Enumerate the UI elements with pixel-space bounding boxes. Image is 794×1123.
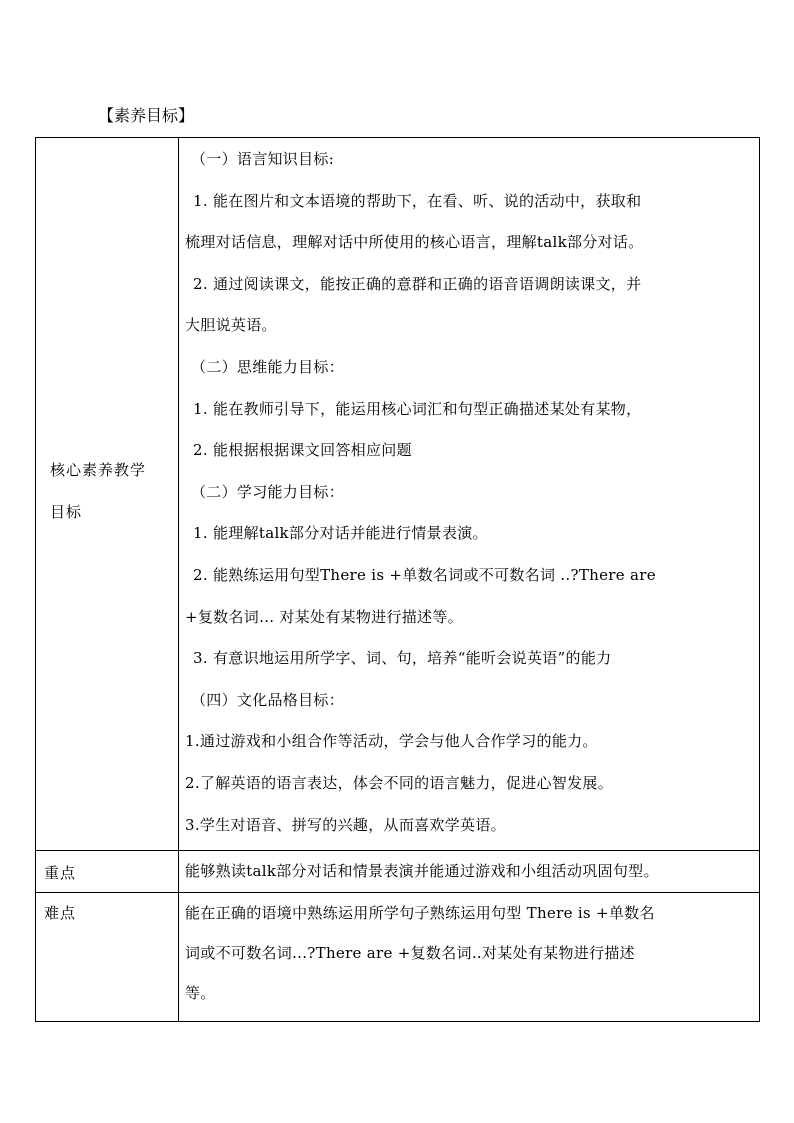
difficulty-text: 词或不可数名词...?There are +复数名词..对某处有某物进行描述	[185, 944, 635, 963]
section-title: 【素养目标】	[98, 106, 195, 125]
table-row-core-goals	[36, 138, 760, 851]
table-row-key-points	[36, 851, 760, 893]
goal-item: 2. 能根据根据课文回答相应问题	[193, 441, 412, 460]
row-label-difficulties: 难点	[44, 904, 77, 923]
row-label-line-2: 目标	[50, 503, 83, 521]
row-label-core-goals	[36, 449, 152, 533]
goal-item: 1.通过游戏和小组合作等活动，学会与他人合作学习的能力。	[185, 732, 598, 751]
row-label-cell	[36, 893, 179, 1022]
goal-item: 1. 能在教师引导下，能运用核心词汇和句型正确描述某处有某物，	[193, 399, 642, 418]
goal-heading-culture: （四）文化品格目标：	[191, 690, 345, 709]
row-label-key-points: 重点	[44, 864, 77, 883]
difficulties-content	[179, 893, 759, 1017]
goal-item: 3.学生对语音、拼写的兴趣，从而喜欢学英语。	[185, 815, 506, 834]
goal-item: 3. 有意识地运用所学字、词、句，培养“能听会说英语”的能力	[193, 649, 612, 668]
objectives-table	[35, 137, 760, 1022]
goal-item-continued: +复数名词... 对某处有某物进行描述等。	[185, 607, 463, 626]
goal-item: 2. 能熟练运用句型There is +单数名词或不可数名词 ..?There are	[193, 565, 656, 584]
difficulty-text: 能在正确的语境中熟练运用所学句子熟练运用句型 There is +单数名	[185, 904, 655, 923]
row-label-line-1: 核心素养教学	[50, 461, 147, 479]
goal-item: 2.了解英语的语言表达，体会不同的语言魅力，促进心智发展。	[185, 773, 614, 792]
row-content-cell	[179, 893, 760, 1022]
goal-heading-language: （一）语言知识目标:	[191, 150, 335, 168]
row-label-cell	[36, 138, 179, 851]
goal-item: 1. 能理解talk部分对话并能进行情景表演。	[193, 524, 488, 543]
goal-heading-learning: （二）学习能力目标：	[191, 482, 345, 501]
core-goals-content	[179, 138, 759, 850]
goal-item: 1. 能在图片和文本语境的帮助下，在看、听、说的活动中，获取和	[193, 191, 642, 210]
row-label-cell	[36, 851, 179, 893]
goal-item-continued: 梳理对话信息，理解对话中所使用的核心语言，理解talk部分对话。	[185, 233, 644, 252]
row-content-cell	[179, 138, 760, 851]
key-point-text: 能够熟读talk部分对话和情景表演并能通过游戏和小组活动巩固句型。	[185, 862, 659, 881]
key-points-content	[179, 851, 759, 887]
difficulty-text: 等。	[185, 984, 216, 1003]
goal-item: 2. 通过阅读课文，能按正确的意群和正确的语音语调朗读课文，并	[193, 274, 642, 293]
row-content-cell	[179, 851, 760, 893]
goal-heading-thinking: （二）思维能力目标：	[191, 357, 345, 376]
goal-item-continued: 大胆说英语。	[185, 316, 277, 335]
table-row-difficulties	[36, 893, 760, 1022]
